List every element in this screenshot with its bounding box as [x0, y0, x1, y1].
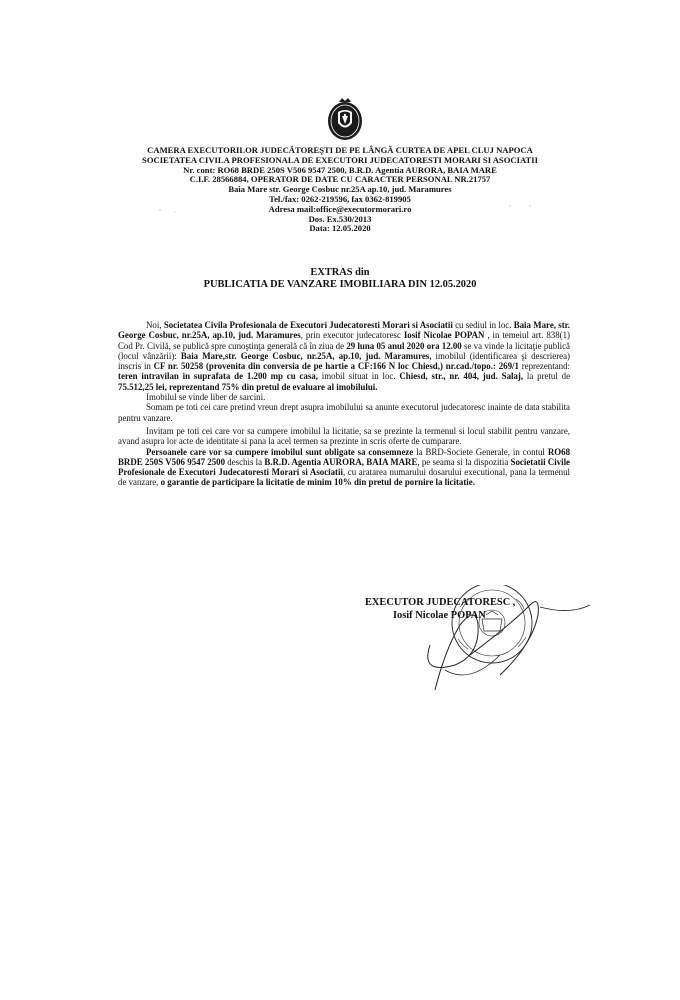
- case-number: Dos. Ex.530/2013: [308, 213, 372, 224]
- bold-text: Societatea Civila Profesionala de Executori Judecatoresti Morari si Asociatii: [163, 320, 453, 330]
- official-stamp-and-signature: [360, 585, 660, 695]
- bank-account: Nr. cont: RO68 BRDE 250S V506 9547 2500, B.R.D. Agentia AURORA, BAIA MARE: [183, 164, 497, 175]
- text: , cu aratarea numarului dosarului executional, pana la termenul de vanzare,: [118, 467, 570, 488]
- address: Baia Mare str. George Cosbuc nr.25A ap.10, jud. Maramures: [228, 184, 452, 195]
- paragraph-guarantee: [118, 447, 570, 488]
- bold-text: Societatii Civile Profesionale de Executori Judecatoresti Morari si Asociatii: [118, 456, 570, 478]
- bold-text: teren intravilan in suprafata de 1.200 mp cu casa,: [118, 371, 318, 382]
- text: reprezentand:: [518, 361, 570, 372]
- text: deschis la: [225, 456, 265, 467]
- bold-text: 75.512,25 lei, reprezentand 75% din pretul de evaluare al imobilului.: [118, 381, 378, 392]
- paragraph-no-encumbrances: Imobilul se vinde liber de sarcini.: [146, 392, 266, 403]
- company-name: SOCIETATEA CIVILA PROFESIONALA DE EXECUTORI JUDECATORESTI MORARI SI ASOCIATII: [142, 154, 538, 165]
- bold-text: Persoanele care vor sa cumpere imobilul sunt obligate sa consemneze: [146, 446, 414, 457]
- bold-text: CF nr. 50258 (provenita din conversia de pe hartie a CF:166 N loc Chiesd,) nr.cad./topo.: 269/1: [153, 361, 519, 372]
- text: se va vinde la licitaţie publică (locul vânzării):: [118, 340, 570, 361]
- bold-text: B.R.D. Agentia AURORA, BAIA MARE: [264, 456, 418, 467]
- bold-text: Baia Mare,str. George Cosbuc, nr.25A, ap.10, jud. Maramures,: [180, 350, 432, 361]
- bold-text: o garantie de participare la licitatie de minim 10% din pretul de pornire la licitatie.: [160, 477, 475, 488]
- coat-of-arms-emblem: [325, 96, 365, 142]
- text: imobil situat in loc.: [317, 371, 400, 382]
- letterhead: [130, 146, 550, 234]
- text: la pretul de: [523, 371, 571, 382]
- bold-text: Chiesd, str., nr. 404, jud. Salaj,: [399, 371, 524, 382]
- paragraph-announcement: [118, 320, 570, 392]
- chamber-name: CAMERA EXECUTORILOR JUDECĂTOREŞTI DE PE LÂNGĂ CURTEA DE APEL CLUJ NAPOCA: [147, 145, 533, 155]
- executor-role: EXECUTOR JUDECATORESC ,: [365, 597, 516, 608]
- document-date: Data: 12.05.2020: [309, 223, 371, 234]
- paragraph-summons: Somam pe toti cei care pretind vreun drept asupra imobilului sa anunte executorul judecatoresc inainte de data stabilita pentru vanzare.: [118, 402, 570, 423]
- text: la BRD-Societe Generale, in contul: [413, 446, 548, 457]
- title-line-2: PUBLICATIA DE VANZARE IMOBILIARA DIN 12.05.2020: [203, 279, 477, 290]
- bold-text: Iosif Nicolae POPAN: [403, 330, 485, 341]
- text: Noi,: [146, 320, 164, 330]
- text: , in temeiul art. 838(1) Cod Pr. Civilă, se publică spre cunoştinţa generală că în ziua de: [118, 330, 571, 351]
- text: imobilul (identificarea şi descrierea) inscris in: [118, 350, 570, 372]
- text: , prin executor judecatoresc: [300, 330, 404, 341]
- bold-text: Baia Mare, str. George Cosbuc, nr.25A, ap.10, jud. Maramures: [118, 320, 571, 341]
- fiscal-code: C.I.F. 28566884, OPERATOR DE DATE CU CARACTER PERSONAL NR.21757: [189, 174, 491, 185]
- email: Adresa mail:office@executormorari.ro: [268, 203, 412, 214]
- document-title: [130, 267, 550, 291]
- document-body: [118, 320, 570, 488]
- bold-text: 29 luna 05 anul 2020 ora 12.00: [346, 340, 462, 351]
- text: , pe seama si la dispozitia: [417, 456, 511, 467]
- executor-name: Iosif Nicolae POPAN: [393, 610, 486, 621]
- bold-text: RO68 BRDE 250S V506 9547 2500: [118, 446, 570, 467]
- paragraph-invitation: Invitam pe toti cei care vor sa cumpere imobilul la licitatie, sa se prezinte la termenul si locul stabilit pentru vanzare, avand asupra lor acte de identitate si pana la acel termen sa prezinte in scris oferte de cumparare.: [118, 425, 570, 447]
- text: cu sediul in loc.: [452, 320, 514, 330]
- title-line-1: EXTRAS din: [310, 267, 370, 278]
- phone-fax: Tel./fax: 0262-219596, fax 0362-819905: [269, 193, 411, 204]
